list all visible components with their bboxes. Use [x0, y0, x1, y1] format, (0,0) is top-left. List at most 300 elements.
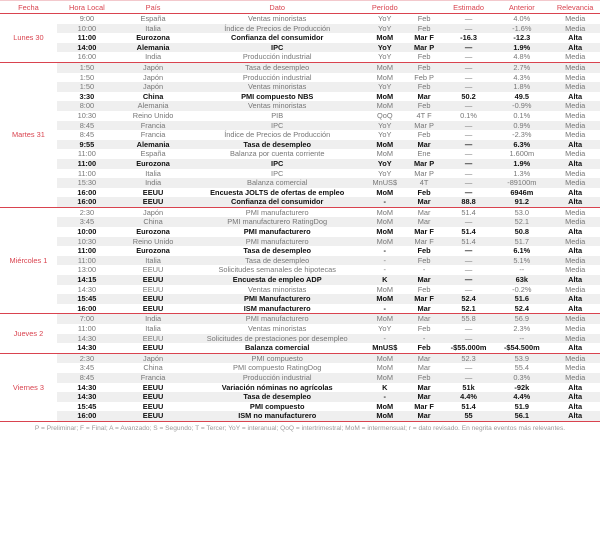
estimate-cell: 51k — [462, 382, 475, 392]
relevance-cell: Media — [550, 24, 600, 34]
table-row — [0, 188, 600, 198]
country-cell: Alemania — [117, 140, 189, 150]
relevance-cell: Media — [565, 168, 586, 178]
period-cell: Feb P — [414, 72, 434, 82]
previous-cell: 2.7% — [493, 62, 550, 72]
type-cell: MnUS$ — [365, 178, 404, 188]
type-cell: MoM — [376, 187, 394, 197]
relevance-cell: Media — [550, 52, 600, 62]
indicator-cell: Producción industrial — [189, 52, 365, 62]
table-row — [0, 73, 600, 83]
time-cell: 2:30 — [57, 353, 117, 363]
table-row — [0, 256, 600, 266]
country-cell: Japón — [117, 82, 189, 92]
country-cell: EEUU — [117, 197, 189, 207]
previous-cell: 4.4% — [493, 392, 550, 402]
country-cell: EEUU — [142, 382, 164, 392]
country-cell: EEUU — [117, 343, 189, 353]
indicator-cell: PMI manufacturero — [189, 314, 365, 324]
estimate-cell: 55 — [444, 411, 494, 421]
type-cell: YoY — [365, 82, 404, 92]
relevance-cell: Media — [565, 284, 586, 294]
indicator-cell: PMI manufacturero — [189, 237, 365, 247]
time-cell: 10:30 — [77, 110, 97, 120]
table-row — [0, 169, 600, 179]
indicator-cell: Índice de Precios de Producción — [224, 130, 331, 140]
estimate-cell: — — [464, 284, 473, 294]
previous-cell: 53.0 — [514, 207, 530, 217]
country-cell: Francia — [140, 130, 166, 140]
estimate-cell: — — [444, 121, 494, 131]
period-cell: Mar P — [404, 159, 443, 169]
period-cell: Mar — [404, 304, 443, 314]
type-cell: QoQ — [376, 110, 393, 120]
table-row — [0, 178, 600, 188]
table-row — [0, 304, 600, 314]
estimate-cell: 51.4 — [461, 401, 476, 411]
type-cell: - — [365, 392, 404, 402]
previous-cell: 1.600m — [509, 149, 535, 159]
previous-cell: 1.8% — [493, 82, 550, 92]
table-row — [0, 43, 600, 53]
previous-cell: 49.5 — [514, 91, 530, 101]
type-cell: MoM — [376, 91, 394, 101]
table-row — [0, 324, 600, 334]
indicator-cell: PMI compuesto — [249, 401, 305, 411]
previous-cell: 4.8% — [493, 52, 550, 62]
header-relevancia: Relevancia — [550, 1, 600, 14]
previous-cell: -92k — [514, 382, 530, 392]
period-cell: Mar — [404, 217, 443, 227]
period-cell: Mar F — [414, 227, 434, 237]
period-cell: Mar P — [404, 121, 443, 131]
previous-cell: 56.9 — [493, 314, 550, 324]
previous-cell: 1.9% — [493, 43, 550, 53]
relevance-cell: Alta — [550, 140, 600, 150]
footnote: P = Preliminar; F = Final; A = Avanzado; S = Segundo; T = Tercer; YoY = interanual; QoQ = intertrimestral; MoM = intermensual; r = dato revisado. En negrita eventos más relevantes. — [34, 424, 566, 432]
estimate-cell: 0.1% — [460, 110, 477, 120]
time-cell: 11:00 — [77, 33, 97, 43]
type-cell: - — [383, 265, 387, 275]
table-row — [0, 246, 600, 256]
previous-cell: 6946m — [510, 187, 534, 197]
relevance-cell: Alta — [550, 343, 600, 353]
relevance-cell: Media — [550, 314, 600, 324]
type-cell: MoM — [365, 353, 404, 363]
time-cell: 8:45 — [79, 130, 95, 140]
estimate-cell: — — [444, 334, 494, 344]
estimate-cell: — — [444, 159, 494, 169]
table-row — [0, 275, 600, 285]
indicator-cell: Tasa de desempleo — [189, 256, 365, 266]
period-cell: Mar — [404, 197, 443, 207]
estimate-cell: -$55.000m — [444, 343, 494, 353]
indicator-cell: Tasa de desempleo — [189, 140, 365, 150]
period-cell: Mar F — [404, 237, 443, 247]
country-cell: EEUU — [117, 411, 189, 421]
previous-cell: 1.3% — [513, 168, 531, 178]
period-cell: Mar P — [404, 43, 443, 53]
time-cell: 3:45 — [57, 217, 117, 227]
indicator-cell: Balanza comercial — [189, 178, 365, 188]
relevance-cell: Media — [550, 62, 600, 72]
date-cell: Viernes 3 — [0, 353, 57, 421]
type-cell: YoY — [378, 130, 392, 140]
country-cell: EEUU — [117, 392, 189, 402]
indicator-cell: Tasa de desempleo — [189, 392, 365, 402]
indicator-cell: Ventas minoristas — [189, 101, 365, 111]
estimate-cell: — — [444, 275, 494, 285]
type-cell: YoY — [378, 324, 392, 333]
table-row — [0, 227, 600, 237]
estimate-cell: — — [464, 149, 473, 159]
relevance-cell: Media — [550, 334, 600, 344]
previous-cell: 91.2 — [493, 197, 550, 207]
time-cell: 1:50 — [79, 72, 95, 82]
indicator-cell: Producción industrial — [242, 72, 312, 82]
time-cell: 14:30 — [57, 334, 117, 344]
estimate-cell: 51.4 — [461, 207, 476, 217]
country-cell: India — [117, 314, 189, 324]
indicator-cell: IPC — [189, 43, 365, 53]
period-cell: Feb — [404, 82, 443, 92]
country-cell: Japón — [143, 72, 164, 82]
previous-cell: 0.1% — [513, 110, 531, 120]
indicator-cell: IPC — [271, 168, 284, 178]
estimate-cell: — — [464, 14, 473, 23]
time-cell: 15:30 — [57, 178, 117, 188]
estimate-cell: — — [444, 82, 494, 92]
time-cell: 3:45 — [79, 363, 95, 373]
time-cell: 1:50 — [57, 82, 117, 92]
relevance-cell: Media — [565, 130, 586, 140]
previous-cell: 6.1% — [513, 246, 531, 256]
relevance-cell: Alta — [568, 401, 583, 411]
type-cell: YoY — [365, 43, 404, 53]
time-cell: 9:55 — [57, 140, 117, 150]
previous-cell: -89100m — [493, 178, 550, 188]
relevance-cell: Media — [565, 14, 586, 23]
table-row — [0, 411, 600, 421]
time-cell: 15:45 — [57, 294, 117, 304]
estimate-cell: — — [464, 265, 473, 275]
period-cell: 4T F — [416, 110, 432, 120]
previous-cell: 52.4 — [493, 304, 550, 314]
table-row — [0, 265, 600, 275]
country-cell: Italia — [117, 24, 189, 34]
country-cell: Italia — [145, 324, 161, 333]
header-pais: País — [117, 1, 189, 14]
time-cell: 8:00 — [57, 101, 117, 111]
type-cell: K — [365, 275, 404, 285]
relevance-cell: Alta — [568, 187, 583, 197]
time-cell: 11:00 — [77, 246, 97, 256]
type-cell: - — [383, 246, 387, 256]
table-row — [0, 392, 600, 402]
time-cell: 10:00 — [57, 24, 117, 34]
indicator-cell: Tasa de desempleo — [189, 62, 365, 72]
indicator-cell: Variación nóminas no agrícolas — [221, 382, 333, 392]
previous-cell: 2.3% — [513, 324, 531, 333]
estimate-cell: 51.4 — [461, 227, 476, 237]
country-cell: China — [117, 217, 189, 227]
type-cell: MoM — [365, 140, 404, 150]
country-cell: Italia — [117, 256, 189, 266]
type-cell: MoM — [376, 149, 393, 159]
time-cell: 10:00 — [77, 227, 97, 237]
table-row — [0, 343, 600, 353]
indicator-cell: PMI compuesto — [189, 353, 365, 363]
period-cell: Mar — [404, 275, 443, 285]
relevance-cell: Alta — [550, 304, 600, 314]
previous-cell: 0.3% — [493, 373, 550, 383]
table-row — [0, 24, 600, 34]
table-row — [0, 353, 600, 363]
table-row — [0, 33, 600, 43]
country-cell: Francia — [117, 373, 189, 383]
relevance-cell: Media — [550, 121, 600, 131]
time-cell: 8:45 — [57, 121, 117, 131]
date-cell: Jueves 2 — [0, 314, 57, 353]
estimate-cell: 52.1 — [444, 304, 494, 314]
period-cell: Feb — [404, 343, 443, 353]
table-row — [0, 130, 600, 140]
period-cell: Feb — [417, 246, 431, 256]
type-cell: MoM — [365, 314, 404, 324]
relevance-cell: Media — [550, 373, 600, 383]
period-cell: - — [422, 265, 426, 275]
period-cell: Mar — [417, 363, 431, 373]
table-row — [0, 82, 600, 92]
period-cell: Mar — [404, 140, 443, 150]
country-cell: China — [142, 91, 164, 101]
time-cell: 11:00 — [57, 159, 117, 169]
table-row — [0, 294, 600, 304]
relevance-cell: Alta — [568, 91, 583, 101]
country-cell: Japón — [117, 62, 189, 72]
indicator-cell: Balanza por cuenta corriente — [229, 149, 325, 159]
time-cell: 14:30 — [57, 392, 117, 402]
estimate-cell: 52.3 — [444, 353, 494, 363]
header-fecha: Fecha — [0, 1, 57, 14]
time-cell: 2:30 — [79, 207, 95, 217]
country-cell: Eurozona — [117, 159, 189, 169]
period-cell: Mar — [404, 392, 443, 402]
table-row — [0, 121, 600, 131]
table-row — [0, 373, 600, 383]
type-cell: MoM — [365, 411, 404, 421]
relevance-cell: Alta — [568, 382, 583, 392]
estimate-cell: 51.4 — [444, 237, 494, 247]
table-row — [0, 149, 600, 159]
type-cell: YoY — [378, 14, 392, 23]
type-cell: MoM — [365, 217, 404, 227]
estimate-cell: 55.8 — [444, 314, 494, 324]
country-cell: Eurozona — [136, 246, 170, 256]
country-cell: EEUU — [142, 284, 164, 294]
previous-cell: -2.3% — [512, 130, 532, 140]
time-cell: 9:00 — [79, 14, 95, 23]
previous-cell: 52.1 — [493, 217, 550, 227]
relevance-cell: Media — [565, 110, 586, 120]
relevance-cell: Alta — [550, 159, 600, 169]
period-cell: Feb — [417, 284, 431, 294]
header-hora: Hora Local — [57, 1, 117, 14]
time-cell: 16:00 — [57, 411, 117, 421]
indicator-cell: IPC — [189, 159, 365, 169]
type-cell: YoY — [378, 168, 392, 178]
indicator-cell: PMI Manufacturero — [189, 294, 365, 304]
country-cell: EEUU — [142, 187, 164, 197]
indicator-cell: Balanza comercial — [189, 343, 365, 353]
period-cell: Mar — [417, 207, 431, 217]
calendar-body — [0, 14, 600, 422]
relevance-cell: Media — [550, 353, 600, 363]
period-cell: Mar — [404, 411, 443, 421]
indicator-cell: Ventas minoristas — [248, 324, 307, 333]
table-row — [0, 334, 600, 344]
estimate-cell: — — [464, 324, 473, 333]
previous-cell: 50.8 — [514, 227, 530, 237]
estimate-cell: — — [444, 101, 494, 111]
estimate-cell: — — [444, 140, 494, 150]
indicator-cell: ISM no manufacturero — [189, 411, 365, 421]
estimate-cell: — — [444, 24, 494, 34]
type-cell: MoM — [376, 72, 393, 82]
type-cell: MoM — [376, 363, 393, 373]
header-dato: Dato — [189, 1, 365, 14]
country-cell: Reino Unido — [117, 237, 189, 247]
table-row — [0, 207, 600, 217]
previous-cell: 5.1% — [493, 256, 550, 266]
country-cell: EEUU — [142, 401, 164, 411]
country-cell: España — [140, 14, 166, 23]
previous-cell: 55.4 — [514, 363, 530, 373]
country-cell: EEUU — [117, 304, 189, 314]
estimate-cell: 50.2 — [461, 91, 476, 101]
time-cell: 16:00 — [57, 52, 117, 62]
table-row — [0, 101, 600, 111]
previous-cell: 4.3% — [513, 72, 531, 82]
time-cell: 14:15 — [57, 275, 117, 285]
previous-cell: -0.2% — [512, 284, 532, 294]
period-cell: Feb — [404, 62, 443, 72]
time-cell: 16:00 — [57, 197, 117, 207]
previous-cell: 1.9% — [493, 159, 550, 169]
relevance-cell: Media — [550, 178, 600, 188]
previous-cell: 0.9% — [493, 121, 550, 131]
relevance-cell: Media — [565, 207, 586, 217]
table-row — [0, 62, 600, 72]
relevance-cell: Media — [565, 149, 586, 159]
relevance-cell: Media — [550, 82, 600, 92]
previous-cell: -$54.500m — [493, 343, 550, 353]
type-cell: - — [365, 256, 404, 266]
relevance-cell: Media — [550, 237, 600, 247]
estimate-cell: — — [444, 217, 494, 227]
time-cell: 11:00 — [77, 149, 96, 159]
indicator-cell: Solicitudes semanales de hipotecas — [218, 265, 336, 275]
type-cell: MoM — [376, 207, 393, 217]
type-cell: MoM — [365, 373, 404, 383]
table-row — [0, 159, 600, 169]
indicator-cell: ISM manufacturero — [189, 304, 365, 314]
estimate-cell: — — [464, 72, 473, 82]
country-cell: India — [117, 178, 189, 188]
indicator-cell: PMI manufacturero — [245, 207, 309, 217]
time-cell: 3:30 — [79, 91, 95, 101]
country-cell: India — [117, 52, 189, 62]
previous-cell: 51.9 — [514, 401, 530, 411]
type-cell: YoY — [365, 52, 404, 62]
type-cell: YoY — [365, 121, 404, 131]
previous-cell: 51.7 — [493, 237, 550, 247]
estimate-cell: — — [464, 363, 473, 373]
type-cell: - — [365, 334, 404, 344]
table-row — [0, 402, 600, 412]
estimate-cell: — — [444, 256, 494, 266]
type-cell: MoM — [365, 294, 404, 304]
time-cell: 11:00 — [57, 256, 117, 266]
type-cell: - — [365, 304, 404, 314]
type-cell: MoM — [376, 401, 394, 411]
table-row — [0, 314, 600, 324]
estimate-cell: — — [464, 130, 473, 140]
table-row — [0, 383, 600, 393]
period-cell: Feb — [404, 373, 443, 383]
indicator-cell: Índice de Precios de Producción — [189, 24, 365, 34]
period-cell: Feb — [417, 324, 431, 333]
country-cell: EEUU — [142, 265, 164, 275]
country-cell: EEUU — [117, 294, 189, 304]
period-cell: Feb — [404, 52, 443, 62]
previous-cell: 4.0% — [513, 14, 531, 23]
indicator-cell: PMI manufacturero — [243, 227, 311, 237]
date-cell: Lunes 30 — [0, 14, 57, 63]
country-cell: China — [143, 363, 163, 373]
indicator-cell: Ventas minoristas — [248, 284, 307, 294]
indicator-cell: Encuesta de empleo ADP — [189, 275, 365, 285]
time-cell: 14:30 — [77, 284, 97, 294]
relevance-cell: Alta — [550, 43, 600, 53]
table-row — [0, 237, 600, 247]
relevance-cell: Alta — [550, 294, 600, 304]
country-cell: Francia — [117, 121, 189, 131]
country-cell: Eurozona — [136, 227, 170, 237]
time-cell: 15:45 — [77, 401, 97, 411]
period-cell: Feb — [417, 187, 431, 197]
period-cell: Mar — [417, 382, 431, 392]
table-row — [0, 52, 600, 62]
estimate-cell: — — [464, 168, 473, 178]
table-row — [0, 363, 600, 373]
header-anterior: Anterior — [493, 1, 550, 14]
period-cell: Feb — [417, 130, 431, 140]
period-cell: Mar P — [414, 168, 434, 178]
type-cell: MnUS$ — [365, 343, 404, 353]
previous-cell: 56.1 — [493, 411, 550, 421]
relevance-cell: Media — [565, 265, 586, 275]
relevance-cell: Media — [550, 101, 600, 111]
previous-cell: -- — [519, 265, 525, 275]
estimate-cell: — — [444, 373, 494, 383]
relevance-cell: Media — [565, 72, 586, 82]
indicator-cell: PMI compuesto NBS — [241, 91, 314, 101]
estimate-cell: 88.8 — [444, 197, 494, 207]
table-row — [0, 14, 600, 24]
type-cell: MoM — [376, 33, 394, 43]
time-cell: 7:00 — [57, 314, 117, 324]
